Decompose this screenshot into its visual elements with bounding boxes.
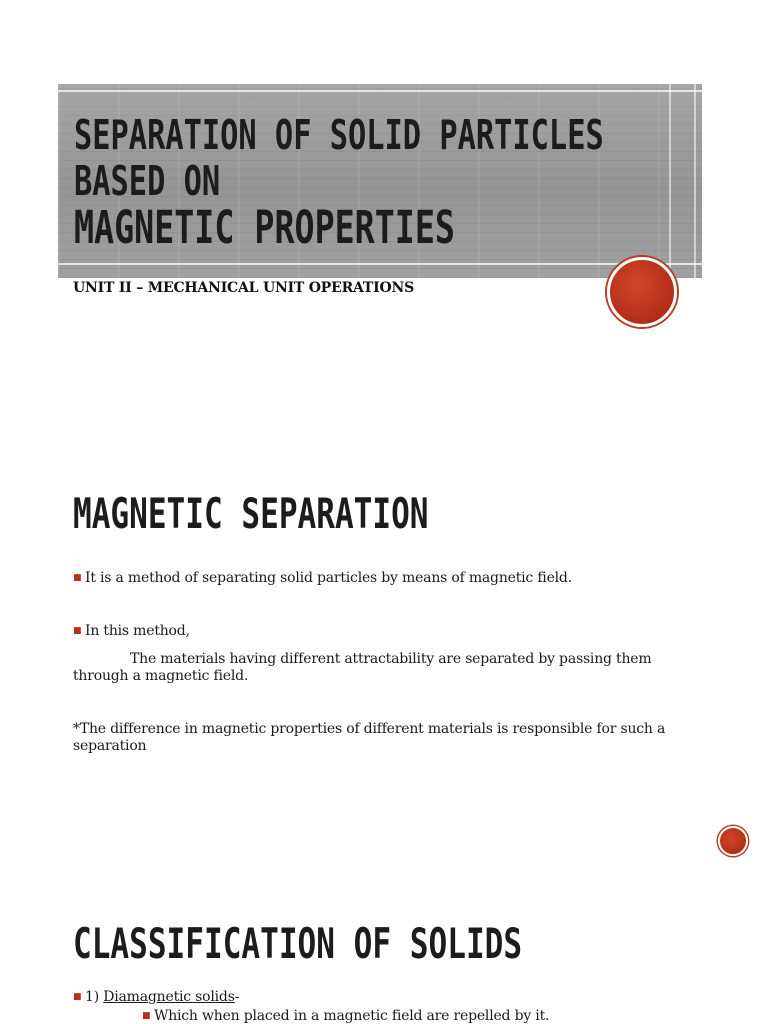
bullet-text: In this method, — [85, 623, 190, 639]
title-banner — [58, 84, 702, 278]
bullet-icon: ■ — [73, 573, 82, 583]
title-line-1: SEPARATION OF SOLID PARTICLES — [74, 111, 604, 159]
banner-divider — [694, 84, 696, 278]
bullet-text: It is a method of separating solid particles by means of magnetic field. — [85, 570, 572, 586]
body-paragraph — [73, 651, 693, 685]
bullet-item — [73, 989, 239, 1006]
bullet-icon: ■ — [142, 1011, 151, 1021]
sub-bullet-item — [142, 1008, 549, 1024]
banner-line-top — [58, 90, 702, 92]
bullet-icon: ■ — [73, 992, 82, 1002]
title-line-3: MAGNETIC PROPERTIES — [74, 201, 455, 254]
title-line-2: BASED ON — [74, 157, 221, 205]
bullet-item — [73, 570, 572, 587]
sub-bullet-text: Which when placed in a magnetic field are repelled by it. — [154, 1008, 550, 1024]
decorative-circle-icon — [718, 826, 748, 856]
item-suffix: - — [234, 989, 240, 1005]
slide-subtitle: UNIT II – MECHANICAL UNIT OPERATIONS — [73, 280, 415, 296]
item-prefix: 1) — [85, 989, 104, 1005]
section-heading-magnetic-separation: MAGNETIC SEPARATION — [73, 489, 429, 538]
banner-line-bottom — [58, 263, 702, 265]
banner-divider — [669, 84, 671, 278]
note-paragraph: *The difference in magnetic properties of different materials is responsible for such a separation — [73, 721, 666, 754]
paragraph-text: The materials having different attractability are separated by passing them through a magnetic field. — [73, 651, 652, 684]
section-heading-classification: CLASSIFICATION OF SOLIDS — [73, 919, 523, 968]
slide-title — [74, 111, 604, 254]
decorative-circle-icon — [607, 257, 677, 327]
bullet-icon: ■ — [73, 626, 82, 636]
bullet-item — [73, 623, 190, 640]
item-term: Diamagnetic solids — [103, 989, 235, 1005]
